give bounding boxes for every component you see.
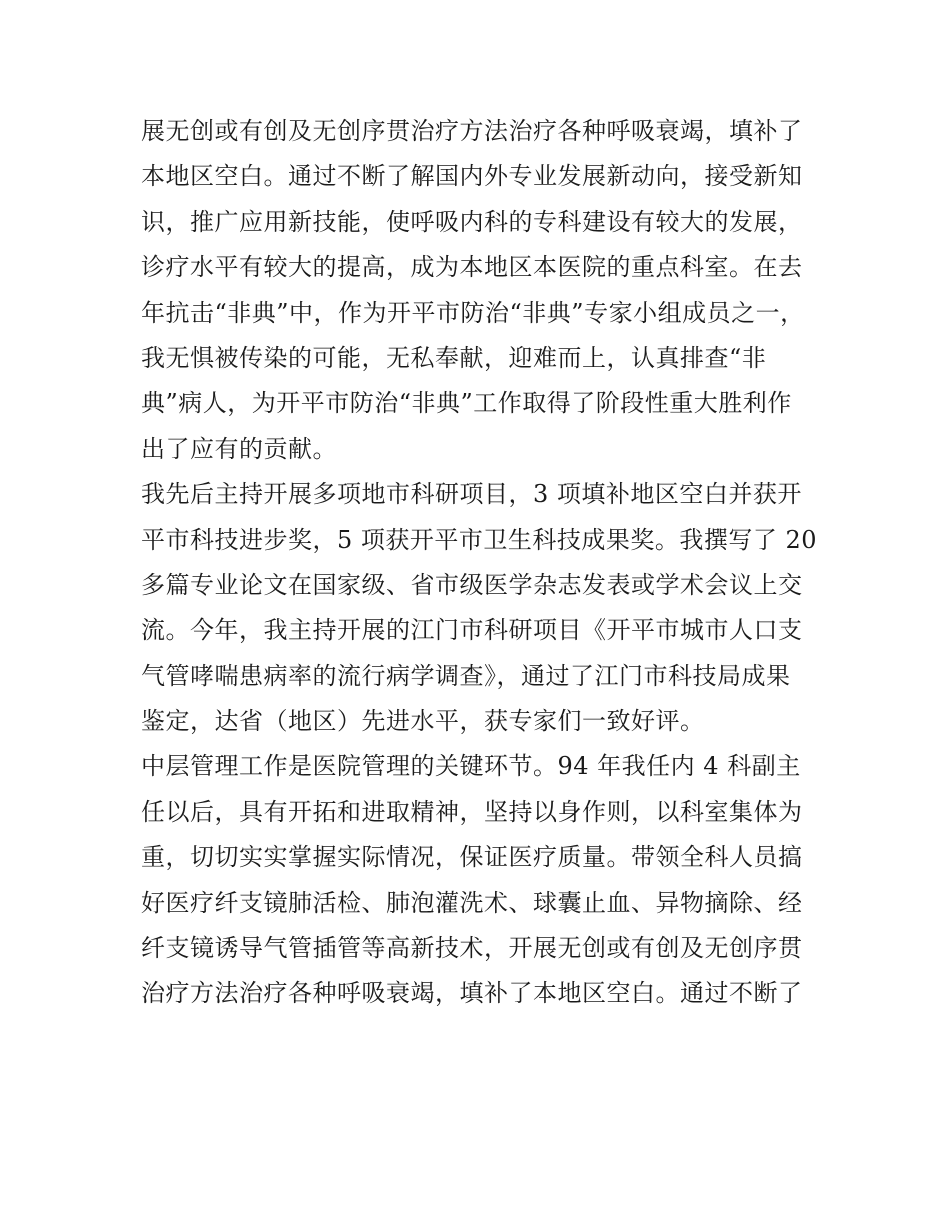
text-line: 纤支镜诱导气管插管等高新技术，开展无创或有创及无创序贯 [141,934,803,963]
text-line: 好医疗纤支镜肺活检、肺泡灌洗术、球囊止血、异物摘除、经 [141,888,803,917]
text-line: 本地区空白。通过不断了解国内外专业发展新动向，接受新知 [141,162,803,191]
text-line: 鉴定，达省（地区）先进水平，获专家们一致好评。 [141,707,705,736]
text-line: 展无创或有创及无创序贯治疗方法治疗各种呼吸衰竭，填补了 [141,117,803,145]
text-line: 任以后，具有开拓和进取精神，坚持以身作则，以科室集体为 [141,797,803,826]
text-line: 重，切切实实掌握实际情况，保证医疗质量。带领全科人员搞 [141,843,803,872]
text-line: 我先后主持开展多项地市科研项目，3 项填补地区空白并获开 [141,480,802,509]
text-line: 中层管理工作是医院管理的关键环节。94 年我任内 4 科副主 [141,752,801,781]
text-line: 我无惧被传染的可能，无私奉献，迎难而上，认真排查“非 [141,343,767,372]
text-line: 典”病人，为开平市防治“非典”工作取得了阶段性重大胜利作 [141,389,792,418]
text-line: 气管哮喘患病率的流行病学调查》，通过了江门市科技局成果 [141,661,791,690]
text-line: 识，推广应用新技能，使呼吸内科的专科建设有较大的发展， [141,207,803,236]
text-line: 多篇专业论文在国家级、省市级医学杂志发表或学术会议上交 [141,570,803,599]
text-line: 出了应有的贡献。 [141,434,337,463]
text-line: 年抗击“非典”中，作为开平市防治“非典”专家小组成员之一， [141,298,805,327]
text-line: 治疗方法治疗各种呼吸衰竭，填补了本地区空白。通过不断了 [141,979,803,1008]
text-line: 平市科技进步奖，5 项获开平市卫生科技成果奖。我撰写了 20 [141,525,818,554]
text-line: 诊疗水平有较大的提高，成为本地区本医院的重点科室。在去 [141,253,803,282]
body-text [141,109,821,1017]
text-line: 流。今年，我主持开展的江门市科研项目《开平市城市人口支 [141,616,803,645]
